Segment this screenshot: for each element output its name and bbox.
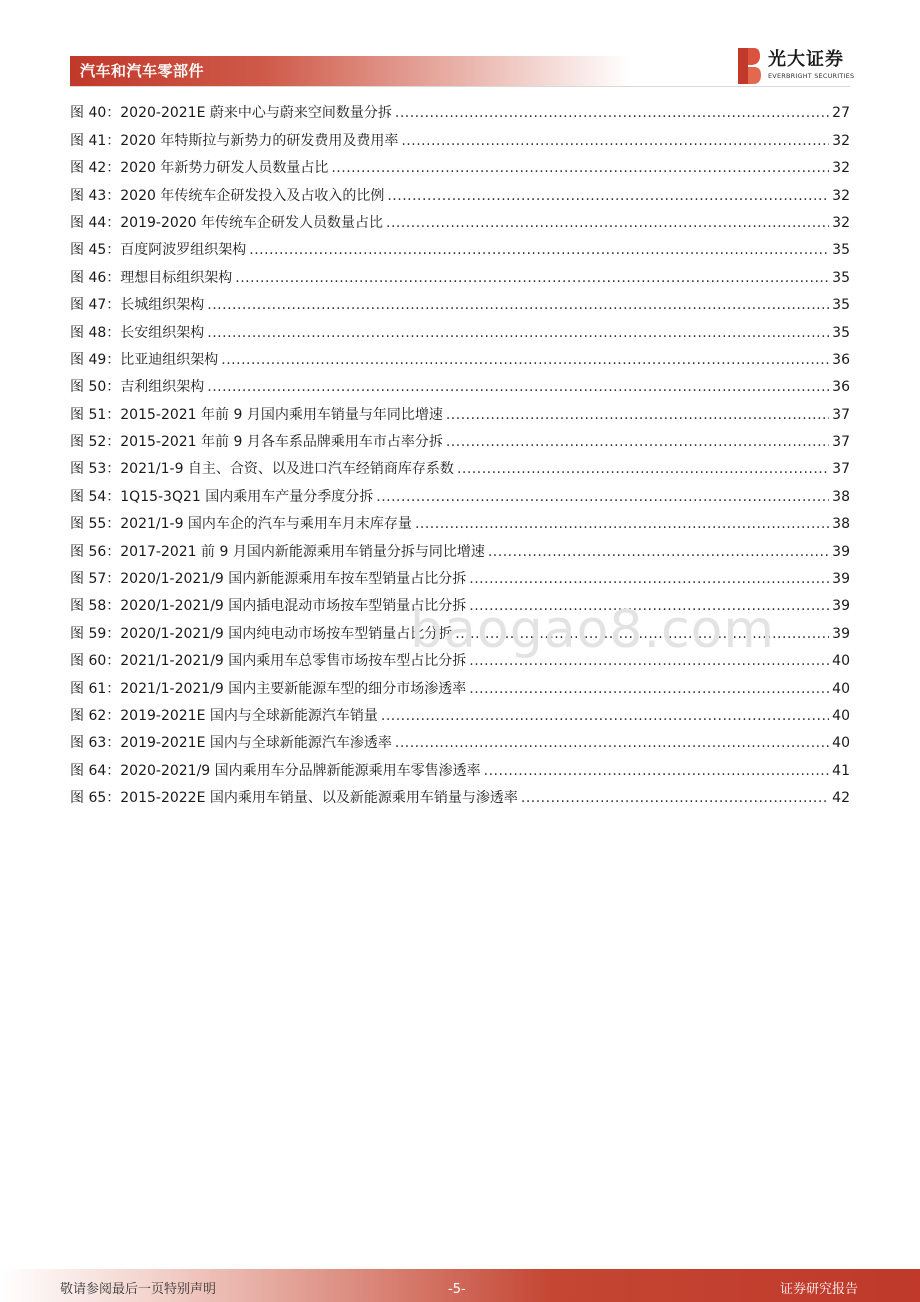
toc-entry-label: 图 44：2019-2020 年传统车企研发人员数量占比 — [70, 214, 384, 231]
toc-dot-leader — [386, 214, 829, 232]
toc-dot-leader — [469, 680, 829, 698]
toc-entry[interactable] — [70, 314, 850, 341]
toc-entry[interactable] — [70, 533, 850, 560]
toc-entry-label: 图 48：长安组织架构 — [70, 324, 205, 341]
toc-entry[interactable] — [70, 670, 850, 697]
toc-entry[interactable] — [70, 396, 850, 423]
toc-entry-label: 图 41：2020 年特斯拉与新势力的研发费用及费用率 — [70, 132, 399, 149]
toc-dot-leader — [381, 707, 829, 725]
toc-dot-leader — [331, 159, 829, 177]
toc-dot-leader — [395, 734, 829, 752]
toc-entry-page: 40 — [832, 653, 850, 670]
toc-entry-label: 图 63：2019-2021E 国内与全球新能源汽车渗透率 — [70, 735, 392, 752]
toc-entry-label: 图 56：2017-2021 前 9 月国内新能源乘用车销量分拆与同比增速 — [70, 543, 485, 560]
toc-dot-leader — [221, 351, 829, 369]
toc-entry-page: 35 — [832, 297, 850, 314]
toc-dot-leader — [207, 378, 829, 396]
toc-entry-page: 39 — [832, 571, 850, 588]
toc-entry-page: 36 — [832, 351, 850, 368]
logo-chinese-name: 光大证券 — [768, 49, 844, 70]
toc-entry[interactable] — [70, 506, 850, 533]
toc-entry[interactable] — [70, 232, 850, 259]
toc-dot-leader — [457, 460, 829, 478]
toc-entry-page: 38 — [832, 516, 850, 533]
toc-dot-leader — [488, 543, 829, 561]
toc-entry-label: 图 47：长城组织架构 — [70, 297, 205, 314]
toc-entry-page: 40 — [832, 707, 850, 724]
toc-dot-leader — [401, 132, 829, 150]
toc-entry-label: 图 60：2021/1-2021/9 国内乘用车总零售市场按车型占比分拆 — [70, 653, 467, 670]
toc-dot-leader — [469, 570, 829, 588]
toc-entry[interactable] — [70, 150, 850, 177]
toc-entry-label: 图 65：2015-2022E 国内乘用车销量、以及新能源乘用车销量与渗透率 — [70, 790, 518, 807]
toc-entry-page: 37 — [832, 461, 850, 478]
toc-entry[interactable] — [70, 698, 850, 725]
toc-entry-page: 35 — [832, 242, 850, 259]
toc-entry-page: 40 — [832, 735, 850, 752]
toc-entry[interactable] — [70, 177, 850, 204]
watermark: baogao8.com — [410, 600, 776, 660]
toc-entry-page: 41 — [832, 762, 850, 779]
toc-dot-leader — [415, 515, 829, 533]
toc-entry[interactable] — [70, 122, 850, 149]
toc-entry-label: 图 50：吉利组织架构 — [70, 379, 205, 396]
toc-entry[interactable] — [70, 287, 850, 314]
toc-entry-label: 图 55：2021/1-9 国内车企的汽车与乘用车月末库存量 — [70, 516, 412, 533]
toc-entry-label: 图 59：2020/1-2021/9 国内纯电动市场按车型销量占比分拆 — [70, 625, 453, 642]
toc-entry-label: 图 46：理想目标组织架构 — [70, 269, 233, 286]
toc-entry[interactable] — [70, 561, 850, 588]
toc-dot-leader — [446, 433, 829, 451]
everbright-logo — [736, 48, 855, 84]
toc-entry-label: 图 45：百度阿波罗组织架构 — [70, 242, 247, 259]
toc-entry-label: 图 52：2015-2021 年前 9 月各车系品牌乘用车市占率分拆 — [70, 434, 443, 451]
toc-entry-label: 图 42：2020 年新势力研发人员数量占比 — [70, 160, 329, 177]
toc-entry-label: 图 61：2021/1-2021/9 国内主要新能源车型的细分市场渗透率 — [70, 680, 467, 697]
everbright-logo-icon — [736, 48, 762, 84]
toc-dot-leader — [249, 241, 829, 259]
footer-disclaimer: 敬请参阅最后一页特别声明 — [60, 1282, 217, 1297]
toc-entry-page: 39 — [832, 543, 850, 560]
toc-entry-label: 图 40：2020-2021E 蔚来中心与蔚来空间数量分拆 — [70, 105, 392, 122]
toc-dot-leader — [376, 488, 829, 506]
page-number: -5- — [448, 1282, 466, 1297]
toc-entry[interactable] — [70, 424, 850, 451]
toc-entry-label: 图 62：2019-2021E 国内与全球新能源汽车销量 — [70, 707, 378, 724]
toc-dot-leader — [395, 104, 829, 122]
section-title: 汽车和汽车零部件 — [80, 62, 205, 80]
toc-entry-label: 图 57：2020/1-2021/9 国内新能源乘用车按车型销量占比分拆 — [70, 571, 467, 588]
toc-dot-leader — [484, 762, 830, 780]
logo-english-name: EVERBRIGHT SECURITIES — [768, 72, 855, 80]
header-divider — [70, 86, 850, 87]
toc-entry[interactable] — [70, 342, 850, 369]
figure-list — [70, 95, 850, 807]
toc-entry-page: 40 — [832, 680, 850, 697]
toc-entry[interactable] — [70, 725, 850, 752]
toc-entry-label: 图 53：2021/1-9 自主、合资、以及进口汽车经销商库存系数 — [70, 461, 454, 478]
toc-entry[interactable] — [70, 478, 850, 505]
toc-entry-page: 32 — [832, 160, 850, 177]
footer-report-type: 证券研究报告 — [779, 1282, 858, 1297]
toc-entry-page: 36 — [832, 379, 850, 396]
toc-entry-page: 39 — [832, 598, 850, 615]
toc-entry-page: 35 — [832, 324, 850, 341]
toc-dot-leader — [521, 789, 829, 807]
toc-entry-page: 37 — [832, 434, 850, 451]
toc-entry-page: 37 — [832, 406, 850, 423]
toc-dot-leader — [387, 187, 829, 205]
toc-dot-leader — [235, 269, 829, 287]
toc-entry[interactable] — [70, 780, 850, 807]
toc-entry-page: 39 — [832, 625, 850, 642]
toc-entry[interactable] — [70, 95, 850, 122]
toc-dot-leader — [207, 324, 829, 342]
toc-dot-leader — [207, 296, 829, 314]
toc-entry-page: 27 — [832, 105, 850, 122]
toc-entry-label: 图 51：2015-2021 年前 9 月国内乘用车销量与年同比增速 — [70, 406, 443, 423]
toc-entry[interactable] — [70, 259, 850, 286]
toc-entry-label: 图 64：2020-2021/9 国内乘用车分品牌新能源乘用车零售渗透率 — [70, 762, 481, 779]
toc-entry-page: 42 — [832, 790, 850, 807]
toc-entry[interactable] — [70, 205, 850, 232]
toc-entry-page: 38 — [832, 488, 850, 505]
toc-entry[interactable] — [70, 752, 850, 779]
toc-entry-label: 图 49：比亚迪组织架构 — [70, 351, 219, 368]
toc-entry-page: 32 — [832, 132, 850, 149]
toc-entry-page: 35 — [832, 269, 850, 286]
toc-dot-leader — [446, 406, 829, 424]
toc-entry-label: 图 58：2020/1-2021/9 国内插电混动市场按车型销量占比分拆 — [70, 598, 467, 615]
toc-entry-label: 图 54：1Q15-3Q21 国内乘用车产量分季度分拆 — [70, 488, 374, 505]
toc-entry[interactable] — [70, 451, 850, 478]
toc-entry-page: 32 — [832, 214, 850, 231]
toc-entry-label: 图 43：2020 年传统车企研发投入及占收入的比例 — [70, 187, 385, 204]
toc-entry-page: 32 — [832, 187, 850, 204]
toc-entry[interactable] — [70, 369, 850, 396]
